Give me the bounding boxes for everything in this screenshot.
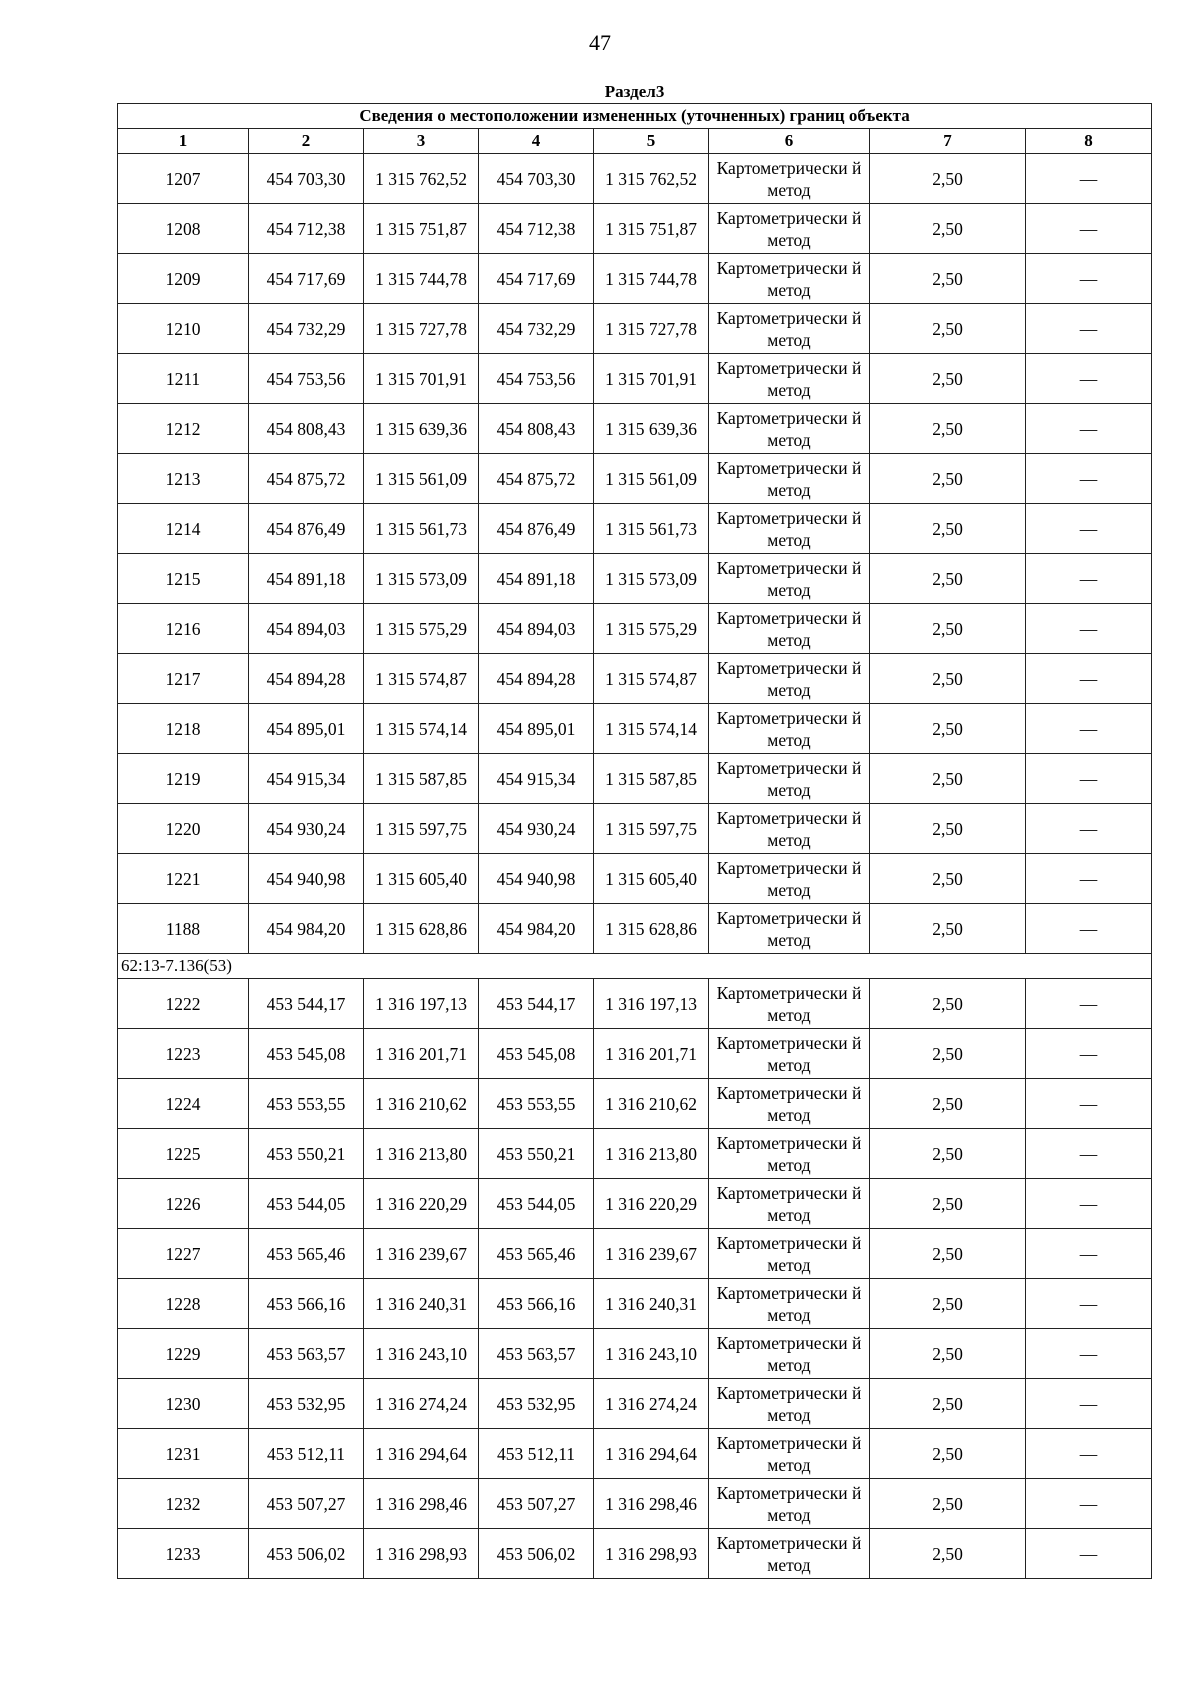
x-new-cell: 454 894,28 bbox=[479, 654, 594, 704]
precision-cell: 2,50 bbox=[870, 704, 1026, 754]
method-cell: Картометрически й метод bbox=[709, 354, 870, 404]
point-number-cell: 1226 bbox=[118, 1179, 249, 1229]
x-old-cell: 454 808,43 bbox=[249, 404, 364, 454]
table-row bbox=[118, 1129, 1152, 1179]
y-old-cell: 1 315 727,78 bbox=[364, 304, 479, 354]
section-title: Раздел3 bbox=[604, 82, 665, 101]
y-new-cell: 1 316 213,80 bbox=[594, 1129, 709, 1179]
y-old-cell: 1 315 751,87 bbox=[364, 204, 479, 254]
y-new-cell: 1 315 628,86 bbox=[594, 904, 709, 954]
x-old-cell: 454 984,20 bbox=[249, 904, 364, 954]
precision-cell: 2,50 bbox=[870, 1029, 1026, 1079]
table-row bbox=[118, 354, 1152, 404]
precision-cell: 2,50 bbox=[870, 204, 1026, 254]
description-cell: — bbox=[1026, 154, 1152, 204]
table-title-row bbox=[118, 104, 1152, 129]
x-new-cell: 453 553,55 bbox=[479, 1079, 594, 1129]
y-old-cell: 1 315 701,91 bbox=[364, 354, 479, 404]
point-number-cell: 1221 bbox=[118, 854, 249, 904]
y-old-cell: 1 316 274,24 bbox=[364, 1379, 479, 1429]
description-cell: — bbox=[1026, 1329, 1152, 1379]
y-old-cell: 1 316 294,64 bbox=[364, 1429, 479, 1479]
precision-cell: 2,50 bbox=[870, 754, 1026, 804]
description-cell: — bbox=[1026, 1379, 1152, 1429]
method-cell: Картометрически й метод bbox=[709, 904, 870, 954]
x-old-cell: 454 940,98 bbox=[249, 854, 364, 904]
description-cell: — bbox=[1026, 504, 1152, 554]
point-number-cell: 1228 bbox=[118, 1279, 249, 1329]
x-old-cell: 454 712,38 bbox=[249, 204, 364, 254]
y-old-cell: 1 316 197,13 bbox=[364, 979, 479, 1029]
table-row bbox=[118, 1529, 1152, 1579]
table-row bbox=[118, 304, 1152, 354]
point-number-cell: 1213 bbox=[118, 454, 249, 504]
y-old-cell: 1 315 575,29 bbox=[364, 604, 479, 654]
y-old-cell: 1 316 243,10 bbox=[364, 1329, 479, 1379]
y-old-cell: 1 316 220,29 bbox=[364, 1179, 479, 1229]
x-old-cell: 453 553,55 bbox=[249, 1079, 364, 1129]
column-header: 4 bbox=[479, 129, 594, 154]
y-old-cell: 1 315 639,36 bbox=[364, 404, 479, 454]
x-old-cell: 454 915,34 bbox=[249, 754, 364, 804]
y-old-cell: 1 315 574,14 bbox=[364, 704, 479, 754]
x-old-cell: 454 891,18 bbox=[249, 554, 364, 604]
point-number-cell: 1214 bbox=[118, 504, 249, 554]
x-old-cell: 454 930,24 bbox=[249, 804, 364, 854]
point-number-cell: 1208 bbox=[118, 204, 249, 254]
point-number-cell: 1222 bbox=[118, 979, 249, 1029]
x-new-cell: 454 808,43 bbox=[479, 404, 594, 454]
x-new-cell: 453 512,11 bbox=[479, 1429, 594, 1479]
x-new-cell: 453 565,46 bbox=[479, 1229, 594, 1279]
description-cell: — bbox=[1026, 804, 1152, 854]
description-cell: — bbox=[1026, 1229, 1152, 1279]
precision-cell: 2,50 bbox=[870, 1229, 1026, 1279]
x-old-cell: 453 563,57 bbox=[249, 1329, 364, 1379]
method-cell: Картометрически й метод bbox=[709, 854, 870, 904]
point-number-cell: 1229 bbox=[118, 1329, 249, 1379]
y-new-cell: 1 316 298,46 bbox=[594, 1479, 709, 1529]
table-title: Сведения о местоположении измененных (уточненных) границ объекта bbox=[118, 104, 1152, 129]
description-cell: — bbox=[1026, 1429, 1152, 1479]
method-cell: Картометрически й метод bbox=[709, 504, 870, 554]
description-cell: — bbox=[1026, 1179, 1152, 1229]
precision-cell: 2,50 bbox=[870, 1529, 1026, 1579]
x-old-cell: 453 566,16 bbox=[249, 1279, 364, 1329]
precision-cell: 2,50 bbox=[870, 404, 1026, 454]
y-old-cell: 1 315 561,73 bbox=[364, 504, 479, 554]
x-old-cell: 453 545,08 bbox=[249, 1029, 364, 1079]
method-cell: Картометрически й метод bbox=[709, 254, 870, 304]
x-new-cell: 453 545,08 bbox=[479, 1029, 594, 1079]
x-old-cell: 453 507,27 bbox=[249, 1479, 364, 1529]
table-body bbox=[118, 79, 1152, 1579]
table-row bbox=[118, 504, 1152, 554]
precision-cell: 2,50 bbox=[870, 804, 1026, 854]
column-header: 6 bbox=[709, 129, 870, 154]
column-header: 2 bbox=[249, 129, 364, 154]
y-old-cell: 1 315 744,78 bbox=[364, 254, 479, 304]
table-row bbox=[118, 204, 1152, 254]
x-old-cell: 454 895,01 bbox=[249, 704, 364, 754]
x-new-cell: 453 550,21 bbox=[479, 1129, 594, 1179]
method-cell: Картометрически й метод bbox=[709, 1029, 870, 1079]
precision-cell: 2,50 bbox=[870, 1129, 1026, 1179]
x-old-cell: 454 753,56 bbox=[249, 354, 364, 404]
y-old-cell: 1 315 628,86 bbox=[364, 904, 479, 954]
point-number-cell: 1227 bbox=[118, 1229, 249, 1279]
column-header-row bbox=[118, 129, 1152, 154]
table-row bbox=[118, 254, 1152, 304]
point-number-cell: 1232 bbox=[118, 1479, 249, 1529]
column-header: 3 bbox=[364, 129, 479, 154]
point-number-cell: 1217 bbox=[118, 654, 249, 704]
point-number-cell: 1211 bbox=[118, 354, 249, 404]
precision-cell: 2,50 bbox=[870, 1179, 1026, 1229]
description-cell: — bbox=[1026, 754, 1152, 804]
description-cell: — bbox=[1026, 979, 1152, 1029]
y-old-cell: 1 316 240,31 bbox=[364, 1279, 479, 1329]
point-number-cell: 1207 bbox=[118, 154, 249, 204]
table-row bbox=[118, 454, 1152, 504]
method-cell: Картометрически й метод bbox=[709, 1329, 870, 1379]
point-number-cell: 1219 bbox=[118, 754, 249, 804]
point-number-cell: 1233 bbox=[118, 1529, 249, 1579]
x-old-cell: 454 703,30 bbox=[249, 154, 364, 204]
table-row bbox=[118, 1379, 1152, 1429]
column-header: 5 bbox=[594, 129, 709, 154]
x-new-cell: 454 703,30 bbox=[479, 154, 594, 204]
y-new-cell: 1 315 727,78 bbox=[594, 304, 709, 354]
point-number-cell: 1225 bbox=[118, 1129, 249, 1179]
point-number-cell: 1216 bbox=[118, 604, 249, 654]
x-new-cell: 454 712,38 bbox=[479, 204, 594, 254]
x-new-cell: 453 506,02 bbox=[479, 1529, 594, 1579]
precision-cell: 2,50 bbox=[870, 504, 1026, 554]
y-new-cell: 1 316 243,10 bbox=[594, 1329, 709, 1379]
x-new-cell: 454 891,18 bbox=[479, 554, 594, 604]
method-cell: Картометрически й метод bbox=[709, 1229, 870, 1279]
group-label-row bbox=[118, 954, 1152, 979]
y-old-cell: 1 316 213,80 bbox=[364, 1129, 479, 1179]
y-new-cell: 1 315 574,87 bbox=[594, 654, 709, 704]
y-new-cell: 1 315 605,40 bbox=[594, 854, 709, 904]
precision-cell: 2,50 bbox=[870, 1329, 1026, 1379]
table-row bbox=[118, 554, 1152, 604]
y-old-cell: 1 315 574,87 bbox=[364, 654, 479, 704]
y-old-cell: 1 316 298,46 bbox=[364, 1479, 479, 1529]
description-cell: — bbox=[1026, 304, 1152, 354]
x-new-cell: 454 895,01 bbox=[479, 704, 594, 754]
precision-cell: 2,50 bbox=[870, 1079, 1026, 1129]
y-new-cell: 1 315 561,73 bbox=[594, 504, 709, 554]
table-row bbox=[118, 1329, 1152, 1379]
method-cell: Картометрически й метод bbox=[709, 1529, 870, 1579]
point-number-cell: 1210 bbox=[118, 304, 249, 354]
description-cell: — bbox=[1026, 1129, 1152, 1179]
precision-cell: 2,50 bbox=[870, 354, 1026, 404]
column-header: 8 bbox=[1026, 129, 1152, 154]
x-old-cell: 453 550,21 bbox=[249, 1129, 364, 1179]
y-new-cell: 1 315 751,87 bbox=[594, 204, 709, 254]
precision-cell: 2,50 bbox=[870, 254, 1026, 304]
x-old-cell: 453 512,11 bbox=[249, 1429, 364, 1479]
table-row bbox=[118, 979, 1152, 1029]
table-row bbox=[118, 1279, 1152, 1329]
method-cell: Картометрически й метод bbox=[709, 979, 870, 1029]
description-cell: — bbox=[1026, 554, 1152, 604]
x-new-cell: 453 563,57 bbox=[479, 1329, 594, 1379]
table-row bbox=[118, 604, 1152, 654]
column-header: 7 bbox=[870, 129, 1026, 154]
table-row bbox=[118, 704, 1152, 754]
precision-cell: 2,50 bbox=[870, 554, 1026, 604]
point-number-cell: 1218 bbox=[118, 704, 249, 754]
y-new-cell: 1 315 744,78 bbox=[594, 254, 709, 304]
method-cell: Картометрически й метод bbox=[709, 304, 870, 354]
method-cell: Картометрически й метод bbox=[709, 754, 870, 804]
precision-cell: 2,50 bbox=[870, 979, 1026, 1029]
description-cell: — bbox=[1026, 1529, 1152, 1579]
point-number-cell: 1215 bbox=[118, 554, 249, 604]
y-old-cell: 1 315 597,75 bbox=[364, 804, 479, 854]
method-cell: Картометрически й метод bbox=[709, 1429, 870, 1479]
x-old-cell: 453 565,46 bbox=[249, 1229, 364, 1279]
method-cell: Картометрически й метод bbox=[709, 1479, 870, 1529]
precision-cell: 2,50 bbox=[870, 1479, 1026, 1529]
column-header: 1 bbox=[118, 129, 249, 154]
description-cell: — bbox=[1026, 204, 1152, 254]
point-number-cell: 1220 bbox=[118, 804, 249, 854]
y-new-cell: 1 315 574,14 bbox=[594, 704, 709, 754]
point-number-cell: 1230 bbox=[118, 1379, 249, 1429]
point-number-cell: 1231 bbox=[118, 1429, 249, 1479]
description-cell: — bbox=[1026, 254, 1152, 304]
x-new-cell: 454 930,24 bbox=[479, 804, 594, 854]
y-new-cell: 1 315 575,29 bbox=[594, 604, 709, 654]
y-new-cell: 1 316 274,24 bbox=[594, 1379, 709, 1429]
y-new-cell: 1 316 239,67 bbox=[594, 1229, 709, 1279]
method-cell: Картометрически й метод bbox=[709, 454, 870, 504]
x-old-cell: 454 894,03 bbox=[249, 604, 364, 654]
y-new-cell: 1 315 587,85 bbox=[594, 754, 709, 804]
table-row bbox=[118, 904, 1152, 954]
precision-cell: 2,50 bbox=[870, 854, 1026, 904]
x-old-cell: 453 544,05 bbox=[249, 1179, 364, 1229]
y-old-cell: 1 315 605,40 bbox=[364, 854, 479, 904]
x-new-cell: 453 544,17 bbox=[479, 979, 594, 1029]
table-row bbox=[118, 1029, 1152, 1079]
precision-cell: 2,50 bbox=[870, 1279, 1026, 1329]
method-cell: Картометрически й метод bbox=[709, 704, 870, 754]
x-new-cell: 453 507,27 bbox=[479, 1479, 594, 1529]
table-row bbox=[118, 1479, 1152, 1529]
method-cell: Картометрически й метод bbox=[709, 804, 870, 854]
point-number-cell: 1212 bbox=[118, 404, 249, 454]
x-old-cell: 453 506,02 bbox=[249, 1529, 364, 1579]
description-cell: — bbox=[1026, 1479, 1152, 1529]
description-cell: — bbox=[1026, 704, 1152, 754]
x-old-cell: 454 732,29 bbox=[249, 304, 364, 354]
method-cell: Картометрически й метод bbox=[709, 1379, 870, 1429]
x-new-cell: 454 894,03 bbox=[479, 604, 594, 654]
y-new-cell: 1 316 298,93 bbox=[594, 1529, 709, 1579]
y-old-cell: 1 316 210,62 bbox=[364, 1079, 479, 1129]
y-new-cell: 1 316 197,13 bbox=[594, 979, 709, 1029]
point-number-cell: 1209 bbox=[118, 254, 249, 304]
group-label: 62:13-7.136(53) bbox=[118, 954, 1152, 979]
y-old-cell: 1 315 587,85 bbox=[364, 754, 479, 804]
y-new-cell: 1 316 294,64 bbox=[594, 1429, 709, 1479]
precision-cell: 2,50 bbox=[870, 154, 1026, 204]
table-row bbox=[118, 754, 1152, 804]
y-new-cell: 1 316 240,31 bbox=[594, 1279, 709, 1329]
x-new-cell: 454 717,69 bbox=[479, 254, 594, 304]
method-cell: Картометрически й метод bbox=[709, 654, 870, 704]
method-cell: Картометрически й метод bbox=[709, 154, 870, 204]
description-cell: — bbox=[1026, 454, 1152, 504]
table-row bbox=[118, 1079, 1152, 1129]
x-new-cell: 453 532,95 bbox=[479, 1379, 594, 1429]
method-cell: Картометрически й метод bbox=[709, 404, 870, 454]
table-row bbox=[118, 154, 1152, 204]
y-old-cell: 1 316 201,71 bbox=[364, 1029, 479, 1079]
method-cell: Картометрически й метод bbox=[709, 1179, 870, 1229]
description-cell: — bbox=[1026, 904, 1152, 954]
x-old-cell: 453 544,17 bbox=[249, 979, 364, 1029]
table-row bbox=[118, 1179, 1152, 1229]
description-cell: — bbox=[1026, 1079, 1152, 1129]
table-row bbox=[118, 404, 1152, 454]
precision-cell: 2,50 bbox=[870, 304, 1026, 354]
y-new-cell: 1 315 639,36 bbox=[594, 404, 709, 454]
y-old-cell: 1 315 561,09 bbox=[364, 454, 479, 504]
y-old-cell: 1 316 298,93 bbox=[364, 1529, 479, 1579]
section-row bbox=[118, 79, 1152, 104]
x-new-cell: 454 984,20 bbox=[479, 904, 594, 954]
point-number-cell: 1223 bbox=[118, 1029, 249, 1079]
table-row bbox=[118, 854, 1152, 904]
description-cell: — bbox=[1026, 404, 1152, 454]
method-cell: Картометрически й метод bbox=[709, 204, 870, 254]
description-cell: — bbox=[1026, 604, 1152, 654]
table-row bbox=[118, 804, 1152, 854]
x-old-cell: 454 894,28 bbox=[249, 654, 364, 704]
table-row bbox=[118, 1229, 1152, 1279]
page-number: 47 bbox=[589, 30, 611, 55]
point-number-cell: 1224 bbox=[118, 1079, 249, 1129]
y-new-cell: 1 315 597,75 bbox=[594, 804, 709, 854]
point-number-cell: 1188 bbox=[118, 904, 249, 954]
x-new-cell: 453 566,16 bbox=[479, 1279, 594, 1329]
description-cell: — bbox=[1026, 1279, 1152, 1329]
y-new-cell: 1 315 701,91 bbox=[594, 354, 709, 404]
y-new-cell: 1 315 762,52 bbox=[594, 154, 709, 204]
x-old-cell: 454 717,69 bbox=[249, 254, 364, 304]
y-old-cell: 1 316 239,67 bbox=[364, 1229, 479, 1279]
precision-cell: 2,50 bbox=[870, 604, 1026, 654]
y-old-cell: 1 315 573,09 bbox=[364, 554, 479, 604]
description-cell: — bbox=[1026, 854, 1152, 904]
x-old-cell: 453 532,95 bbox=[249, 1379, 364, 1429]
precision-cell: 2,50 bbox=[870, 1429, 1026, 1479]
boundary-table bbox=[117, 79, 1152, 1579]
x-old-cell: 454 876,49 bbox=[249, 504, 364, 554]
method-cell: Картометрически й метод bbox=[709, 1079, 870, 1129]
y-new-cell: 1 315 561,09 bbox=[594, 454, 709, 504]
x-new-cell: 454 875,72 bbox=[479, 454, 594, 504]
x-new-cell: 454 876,49 bbox=[479, 504, 594, 554]
x-new-cell: 454 940,98 bbox=[479, 854, 594, 904]
y-new-cell: 1 315 573,09 bbox=[594, 554, 709, 604]
method-cell: Картометрически й метод bbox=[709, 1279, 870, 1329]
description-cell: — bbox=[1026, 1029, 1152, 1079]
table-row bbox=[118, 1429, 1152, 1479]
table-row bbox=[118, 654, 1152, 704]
precision-cell: 2,50 bbox=[870, 654, 1026, 704]
method-cell: Картометрически й метод bbox=[709, 1129, 870, 1179]
description-cell: — bbox=[1026, 654, 1152, 704]
precision-cell: 2,50 bbox=[870, 904, 1026, 954]
precision-cell: 2,50 bbox=[870, 1379, 1026, 1429]
y-new-cell: 1 316 210,62 bbox=[594, 1079, 709, 1129]
y-old-cell: 1 315 762,52 bbox=[364, 154, 479, 204]
x-new-cell: 454 732,29 bbox=[479, 304, 594, 354]
x-new-cell: 454 915,34 bbox=[479, 754, 594, 804]
x-new-cell: 454 753,56 bbox=[479, 354, 594, 404]
y-new-cell: 1 316 201,71 bbox=[594, 1029, 709, 1079]
description-cell: — bbox=[1026, 354, 1152, 404]
method-cell: Картометрически й метод bbox=[709, 554, 870, 604]
x-new-cell: 453 544,05 bbox=[479, 1179, 594, 1229]
y-new-cell: 1 316 220,29 bbox=[594, 1179, 709, 1229]
method-cell: Картометрически й метод bbox=[709, 604, 870, 654]
x-old-cell: 454 875,72 bbox=[249, 454, 364, 504]
precision-cell: 2,50 bbox=[870, 454, 1026, 504]
